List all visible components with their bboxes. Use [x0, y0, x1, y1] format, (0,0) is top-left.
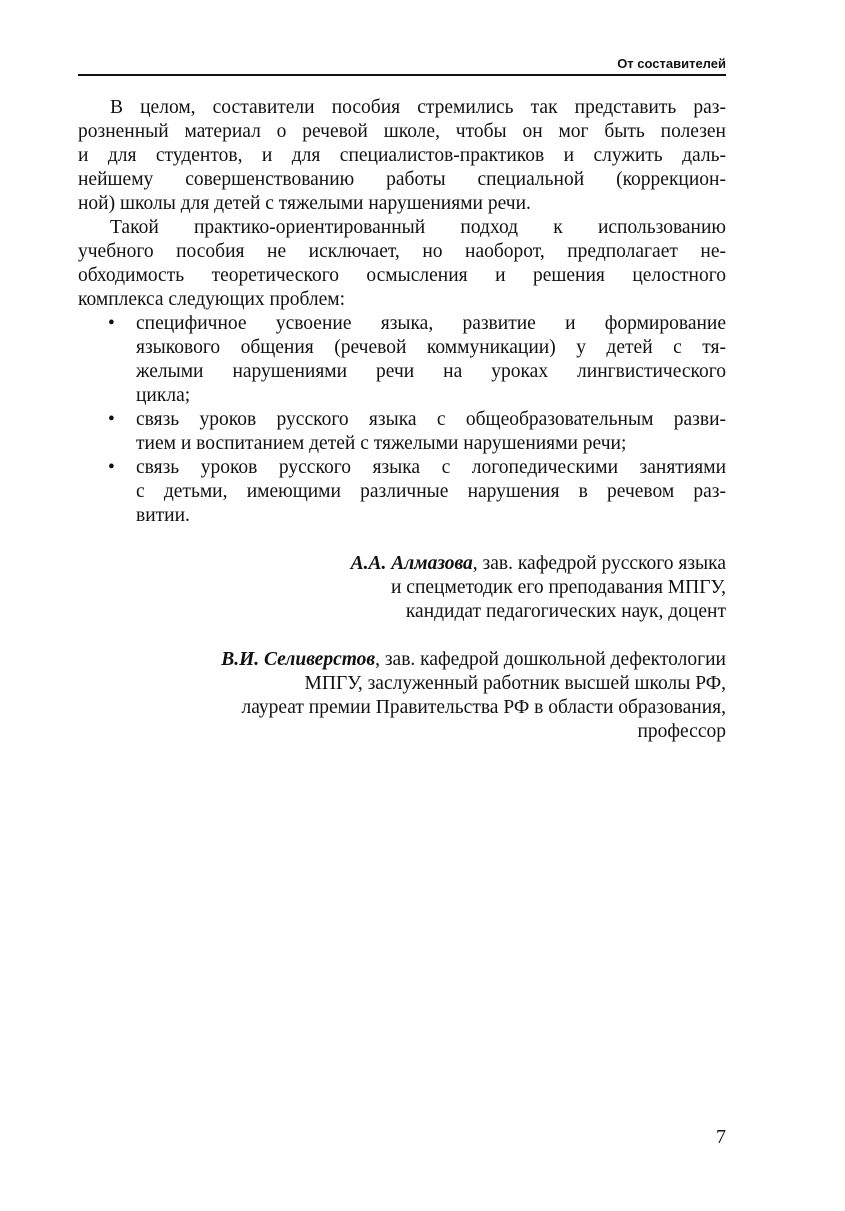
text-line: Такой практико-ориентированный подход к использованию [110, 217, 726, 238]
text-line: и спецметодик его преподавания МПГУ, [391, 577, 726, 598]
running-header: От составителей [617, 56, 726, 71]
text-line: учебного пособия не исключает, но наоборот, предполагает не- [78, 241, 726, 262]
bullet-icon: • [108, 313, 115, 334]
text-line: тием и воспитанием детей с тяжелыми нарушениями речи; [136, 433, 627, 454]
header-rule [78, 74, 726, 76]
text-line: комплекса следующих проблем: [78, 289, 346, 310]
bullet-item [78, 456, 726, 528]
paragraph [78, 96, 726, 216]
text-line: лауреат премии Правительства РФ в области образования, [241, 697, 726, 718]
text-line: профессор [637, 721, 726, 742]
text-line: нейшему совершенствованию работы специальной (коррекцион- [78, 169, 726, 190]
author-name: А.А. Алмазова [350, 553, 473, 574]
paragraph [78, 216, 726, 312]
bullet-icon: • [108, 457, 115, 478]
text-line: желыми нарушениями речи на уроках лингвистического [136, 361, 726, 382]
author-name: В.И. Селиверстов [221, 649, 376, 670]
text-line: обходимость теоретического осмысления и решения целостного [78, 265, 726, 286]
bullet-item [78, 312, 726, 408]
bullet-icon: • [108, 409, 115, 430]
text-line: связь уроков русского языка с общеобразовательным разви- [136, 409, 726, 430]
bullet-item [78, 408, 726, 456]
text-line: ной) школы для детей с тяжелыми нарушениями речи. [78, 193, 531, 214]
text-line: , зав. кафедрой дошкольной дефектологии [375, 649, 726, 670]
signature-seliverstov [221, 648, 726, 744]
signature-almazova [351, 552, 726, 624]
text-line: специфичное усвоение языка, развитие и формирование [136, 313, 726, 334]
text-line: В целом, составители пособия стремились так представить раз- [110, 97, 726, 118]
text-line: связь уроков русского языка с логопедическими занятиями [136, 457, 726, 478]
text-line: с детьми, имеющими различные нарушения в речевом раз- [136, 481, 726, 502]
body-text [78, 96, 726, 528]
text-line: витии. [136, 505, 190, 526]
text-line: кандидат педагогических наук, доцент [405, 601, 726, 622]
text-line: МПГУ, заслуженный работник высшей школы РФ, [304, 673, 726, 694]
text-line: , зав. кафедрой русского языка [472, 553, 726, 574]
text-line: цикла; [136, 385, 191, 406]
text-line: языкового общения (речевой коммуникации) у детей с тя- [136, 337, 726, 358]
page-number: 7 [716, 1126, 726, 1148]
text-line: розненный материал о речевой школе, чтобы он мог быть полезен [78, 121, 726, 142]
text-line: и для студентов, и для специалистов-практиков и служить даль- [78, 145, 726, 166]
